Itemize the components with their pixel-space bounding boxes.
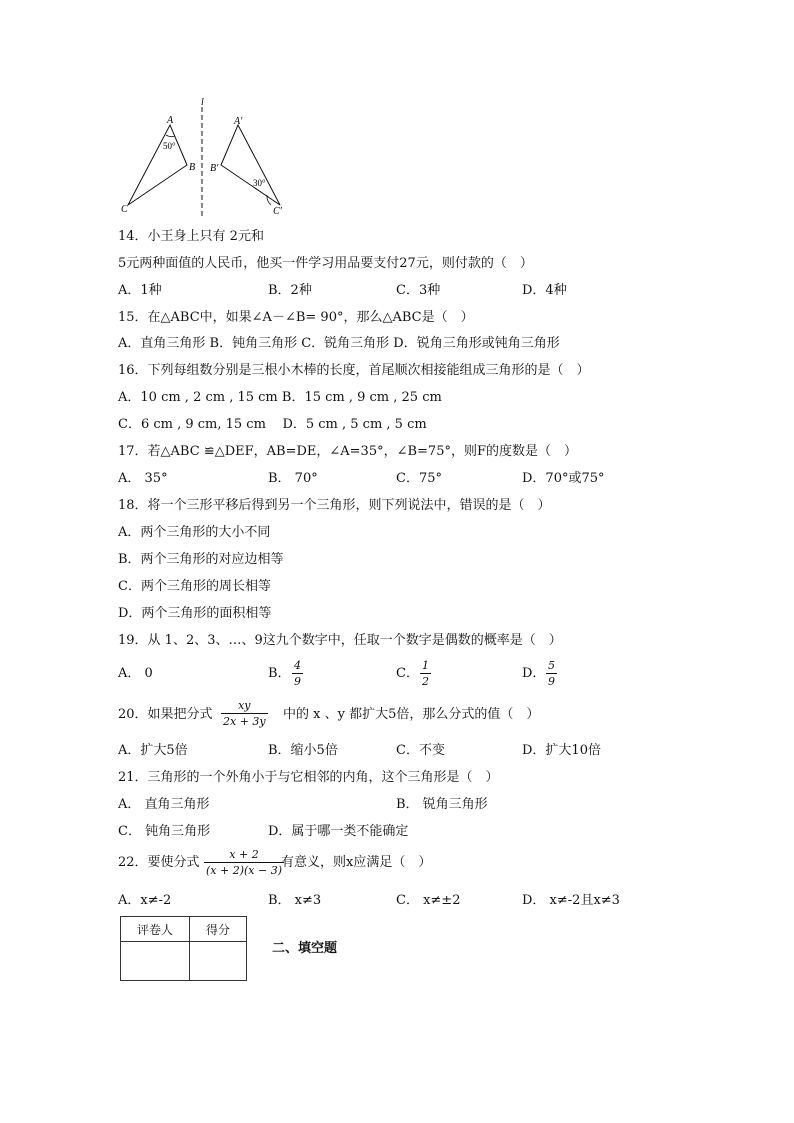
q14-line2: 5元两种面值的人民币，他买一件学习用品要支付27元，则付款的（ ）	[118, 256, 533, 271]
q19-option-d-prefix: D．	[522, 666, 546, 681]
axis-label: l	[201, 97, 204, 108]
q15-stem: 15．在△ABC中，如果∠A－∠B= 90°，那么△ABC是（ ）	[118, 310, 474, 325]
fraction-denominator: 9	[548, 675, 555, 688]
q17-stem: 17．若△ABC ≌△DEF，AB=DE，∠A=35°，∠B=75°，则F的度数是（ ）	[118, 444, 577, 459]
section-title: 二、填空题	[272, 941, 338, 956]
q14-option-a: A．1种	[118, 283, 162, 298]
q20-prefix: 20．如果把分式	[118, 707, 213, 722]
label-a: A	[167, 115, 174, 126]
triangle-abc-prime	[221, 125, 280, 205]
q21-option-b: B． 锐角三角形	[396, 797, 488, 812]
triangle-figure	[115, 95, 315, 220]
q19-option-a: A． 0	[118, 666, 153, 681]
q22-option-c: C． x≠±2	[396, 893, 461, 908]
grader-header: 评卷人	[121, 917, 190, 942]
q19-option-c-prefix: C．	[396, 666, 419, 681]
q18-stem: 18．将一个三形平移后得到另一个三角形，则下列说法中，错误的是（ ）	[118, 498, 551, 513]
label-angle-50: 50°	[163, 141, 176, 151]
q22-option-b: B． x≠3	[268, 893, 322, 908]
q21-option-d: D．属于哪一类不能确定	[268, 824, 409, 839]
q16-options-row2: C．6 cm , 9 cm, 15 cm D．5 cm , 5 cm , 5 cm	[118, 417, 427, 432]
fraction-numerator: 4	[294, 659, 301, 672]
q20-fraction	[221, 699, 268, 728]
q15-options: A．直角三角形 B．钝角三角形 C．锐角三角形 D．锐角三角形或钝角三角形	[118, 336, 560, 351]
score-cell[interactable]	[190, 942, 247, 981]
q22-option-a: A．x≠-2	[118, 893, 172, 908]
q17-option-a: A． 35°	[118, 471, 168, 486]
q20-option-b: B．缩小5倍	[268, 743, 338, 758]
q17-option-c: C．75°	[396, 471, 442, 486]
score-table	[120, 916, 247, 981]
q22-option-d: D． x≠-2且x≠3	[522, 893, 620, 908]
q20-option-a: A．扩大5倍	[118, 743, 188, 758]
q18-option-d: D．两个三角形的面积相等	[118, 606, 272, 621]
q14-option-c: C．3种	[396, 283, 441, 298]
label-c-prime: C′	[273, 206, 282, 217]
q22-suffix: 有意义，则x应满足（ ）	[281, 855, 432, 870]
q19-option-c-fraction	[420, 659, 431, 688]
fraction-denominator: 2x + 3y	[223, 715, 266, 728]
q22-fraction	[204, 848, 284, 877]
label-a-prime: A′	[234, 116, 243, 127]
q21-option-c: C． 钝角三角形	[118, 824, 211, 839]
fraction-numerator: xy	[238, 699, 251, 712]
q20-option-c: C．不变	[396, 743, 445, 758]
q14-option-d: D．4种	[522, 283, 567, 298]
label-b: B	[189, 162, 196, 173]
q17-option-b: B． 70°	[268, 471, 318, 486]
q19-stem: 19．从 1、2、3、…、9这九个数字中，任取一个数字是偶数的概率是（ ）	[118, 633, 562, 648]
q16-stem: 16．下列每组数分别是三根小木棒的长度，首尾顺次相接能组成三角形的是（ ）	[118, 363, 590, 378]
q17-option-d: D．70°或75°	[522, 471, 605, 486]
q16-options-row1: A．10 cm , 2 cm , 15 cm B．15 cm , 9 cm , 25 cm	[118, 390, 442, 405]
q14-option-b: B．2种	[268, 283, 312, 298]
q19-option-b-fraction	[292, 659, 303, 688]
q21-option-a: A． 直角三角形	[118, 797, 210, 812]
score-header: 得分	[190, 917, 247, 942]
triangle-abc	[128, 125, 187, 205]
q20-suffix: 中的 x 、y 都扩大5倍，那么分式的值（ ）	[283, 707, 540, 722]
q20-option-d: D．扩大10倍	[522, 743, 601, 758]
q18-option-a: A．两个三角形的大小不同	[118, 525, 271, 540]
fraction-numerator: 1	[422, 659, 429, 672]
q19-option-b-prefix: B．	[268, 666, 291, 681]
q22-prefix: 22．要使分式	[118, 855, 200, 870]
label-c: C	[121, 204, 128, 215]
fraction-denominator: 9	[294, 675, 301, 688]
label-b-prime: B′	[210, 163, 219, 174]
grader-cell[interactable]	[121, 942, 190, 981]
label-angle-30: 30°	[253, 178, 266, 188]
fraction-denominator: 2	[422, 675, 429, 688]
fraction-denominator: (x + 2)(x − 3)	[206, 864, 282, 877]
fraction-numerator: x + 2	[229, 848, 259, 861]
q18-option-b: B．两个三角形的对应边相等	[118, 552, 284, 567]
q21-stem: 21．三角形的一个外角小于与它相邻的内角，这个三角形是（ ）	[118, 770, 499, 785]
q18-option-c: C．两个三角形的周长相等	[118, 579, 271, 594]
q19-option-d-fraction	[546, 659, 557, 688]
fraction-numerator: 5	[548, 659, 555, 672]
q14-line1: 14．小王身上只有 2元和	[118, 229, 264, 244]
